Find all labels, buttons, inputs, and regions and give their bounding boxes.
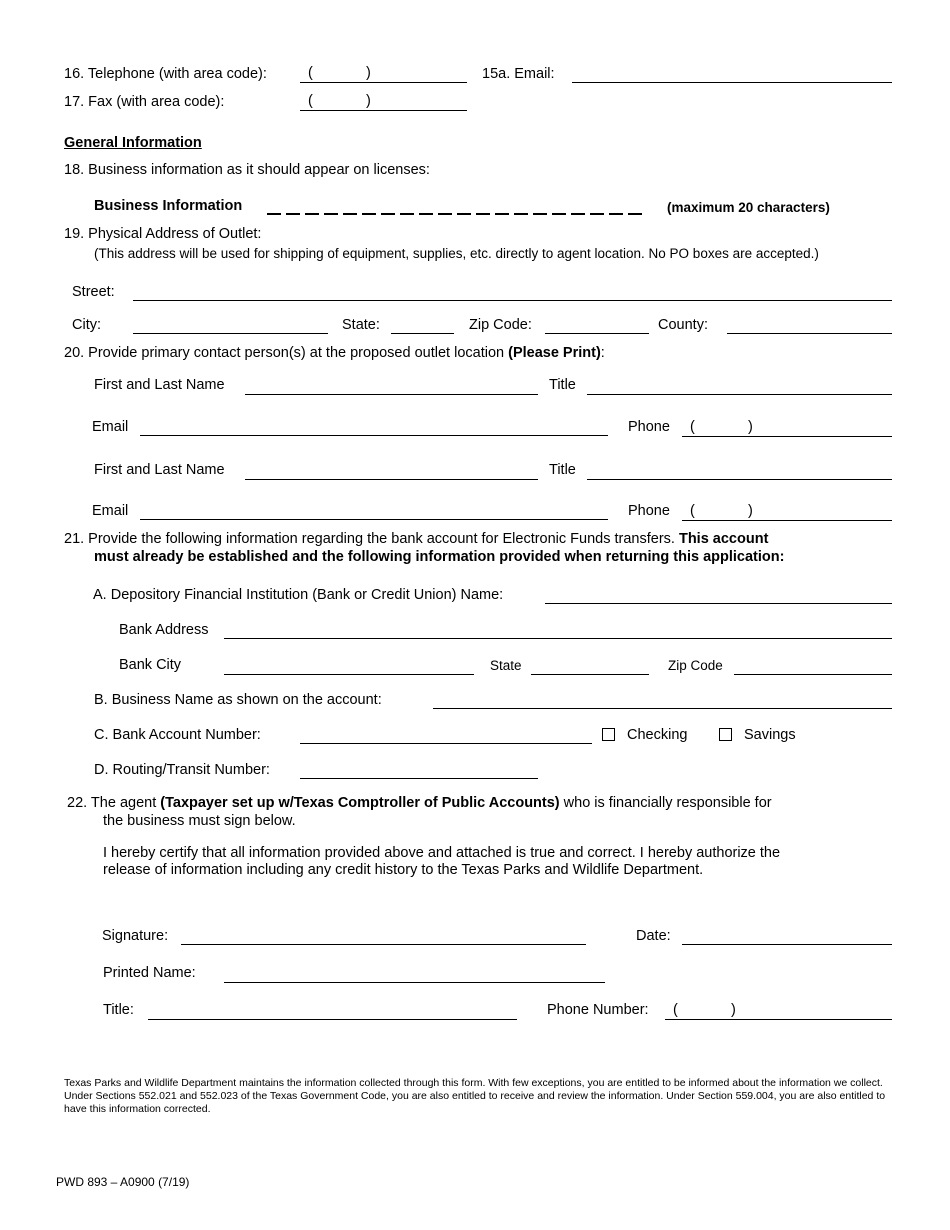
signature-label: Signature: xyxy=(102,928,169,944)
q18-text: 18. Business information as it should appear on licenses: xyxy=(64,162,430,178)
q22-text-line2: the business must sign below. xyxy=(103,813,296,829)
business-name-on-account-label: B. Business Name as shown on the account: xyxy=(94,692,382,708)
bank-account-number-label: C. Bank Account Number: xyxy=(94,727,261,743)
zip-code-field[interactable] xyxy=(545,333,649,334)
q20-text-end: : xyxy=(600,345,605,361)
date-label: Date: xyxy=(636,928,671,944)
bank-account-number-field[interactable] xyxy=(300,743,592,744)
q20-text xyxy=(64,345,605,362)
paren-close: ) xyxy=(731,1002,736,1018)
contact1-name-field[interactable] xyxy=(245,394,538,395)
telephone-field[interactable] xyxy=(300,64,467,83)
contact1-title-field[interactable] xyxy=(587,394,892,395)
routing-number-label: D. Routing/Transit Number: xyxy=(94,762,270,778)
business-information-label: Business Information xyxy=(94,198,243,214)
q22-text-line1 xyxy=(67,795,772,812)
contact2-phone-label: Phone xyxy=(628,503,670,519)
street-field[interactable] xyxy=(133,300,892,301)
contact1-phone-field[interactable] xyxy=(682,418,892,437)
signer-title-field[interactable] xyxy=(148,1019,517,1020)
county-field[interactable] xyxy=(727,333,892,334)
paren-open: ( xyxy=(690,419,695,435)
savings-checkbox[interactable] xyxy=(719,728,732,741)
paren-open: ( xyxy=(308,65,313,81)
bank-zip-field[interactable] xyxy=(734,674,892,675)
q22-text-start: 22. The agent xyxy=(67,795,161,811)
county-label: County: xyxy=(658,317,708,333)
contact2-name-label: First and Last Name xyxy=(94,462,225,478)
q19-note: (This address will be used for shipping of equipment, supplies, etc. directly to agent location. No PO boxes are accepted.) xyxy=(94,246,819,261)
contact1-email-field[interactable] xyxy=(140,435,608,436)
contact1-email-label: Email xyxy=(92,419,129,435)
contact2-email-field[interactable] xyxy=(140,519,608,520)
business-information-field[interactable] xyxy=(267,213,642,215)
phone-number-label: Phone Number: xyxy=(547,1002,649,1018)
paren-open: ( xyxy=(673,1002,678,1018)
city-label: City: xyxy=(72,317,101,333)
printed-name-field[interactable] xyxy=(224,982,605,983)
printed-name-label: Printed Name: xyxy=(103,965,196,981)
certify-line2: release of information including any credit history to the Texas Parks and Wildlife Department. xyxy=(103,862,704,878)
bank-city-label: Bank City xyxy=(119,657,182,673)
contact2-title-field[interactable] xyxy=(587,479,892,480)
street-label: Street: xyxy=(72,284,115,300)
q22-text-end: who is financially responsible for xyxy=(559,795,772,811)
city-field[interactable] xyxy=(133,333,328,334)
signer-title-label: Title: xyxy=(103,1002,134,1018)
bank-address-field[interactable] xyxy=(224,638,892,639)
q21-text-bold1: This account xyxy=(678,531,769,547)
depository-institution-label: A. Depository Financial Institution (Bank or Credit Union) Name: xyxy=(93,587,504,603)
form-id: PWD 893 – A0900 (7/19) xyxy=(56,1175,190,1189)
bank-state-field[interactable] xyxy=(531,674,649,675)
bank-city-field[interactable] xyxy=(224,674,474,675)
bank-address-label: Bank Address xyxy=(119,622,209,638)
contact1-name-label: First and Last Name xyxy=(94,377,225,393)
privacy-notice: Texas Parks and Wildlife Department maintains the information collected through this form. With few exceptions, you are entitled to be informed about the information we collect. Under Sections 552.021 and 552.023 of the Texas Government Code, you are also entitled to receive and review the information. Under Section 559.004, you are also entitled to have this information corrected. xyxy=(64,1077,886,1116)
bank-state-label: State xyxy=(490,658,522,673)
general-information-heading: General Information xyxy=(64,135,202,151)
contact2-title-label: Title xyxy=(549,462,576,478)
bank-zip-label: Zip Code xyxy=(668,658,723,673)
certify-line1: I hereby certify that all information provided above and attached is true and correct. I hereby authorize the xyxy=(103,845,781,861)
paren-close: ) xyxy=(366,93,371,109)
q21-text-line1 xyxy=(64,531,768,548)
max-characters-note: (maximum 20 characters) xyxy=(667,200,830,215)
fax-field[interactable] xyxy=(300,92,467,111)
signature-field[interactable] xyxy=(181,944,586,945)
zip-code-label: Zip Code: xyxy=(469,317,532,333)
contact1-title-label: Title xyxy=(549,377,576,393)
q21-text-main: 21. Provide the following information regarding the bank account for Electronic Funds transfers. xyxy=(64,531,679,547)
contact2-name-field[interactable] xyxy=(245,479,538,480)
depository-institution-field[interactable] xyxy=(545,603,892,604)
paren-open: ( xyxy=(308,93,313,109)
contact1-phone-label: Phone xyxy=(628,419,670,435)
contact2-phone-field[interactable] xyxy=(682,502,892,521)
contact2-email-label: Email xyxy=(92,503,129,519)
phone-number-field[interactable] xyxy=(665,1001,892,1020)
routing-number-field[interactable] xyxy=(300,778,538,779)
state-field[interactable] xyxy=(391,333,454,334)
paren-close: ) xyxy=(748,419,753,435)
fax-label: 17. Fax (with area code): xyxy=(64,94,225,110)
state-label: State: xyxy=(342,317,380,333)
q20-text-bold: (Please Print) xyxy=(508,345,601,361)
q19-text: 19. Physical Address of Outlet: xyxy=(64,226,262,242)
q20-text-main: 20. Provide primary contact person(s) at the proposed outlet location xyxy=(64,345,509,361)
business-name-on-account-field[interactable] xyxy=(433,708,892,709)
q21-text-line2: must already be established and the following information provided when returning this application: xyxy=(94,549,785,565)
checking-checkbox[interactable] xyxy=(602,728,615,741)
paren-close: ) xyxy=(366,65,371,81)
savings-label: Savings xyxy=(744,727,796,743)
paren-close: ) xyxy=(748,503,753,519)
date-field[interactable] xyxy=(682,944,892,945)
q22-text-bold: (Taxpayer set up w/Texas Comptroller of Public Accounts) xyxy=(160,795,560,811)
email-field[interactable] xyxy=(572,82,892,83)
checking-label: Checking xyxy=(627,727,688,743)
paren-open: ( xyxy=(690,503,695,519)
telephone-label: 16. Telephone (with area code): xyxy=(64,66,267,82)
email-label: 15a. Email: xyxy=(482,66,555,82)
